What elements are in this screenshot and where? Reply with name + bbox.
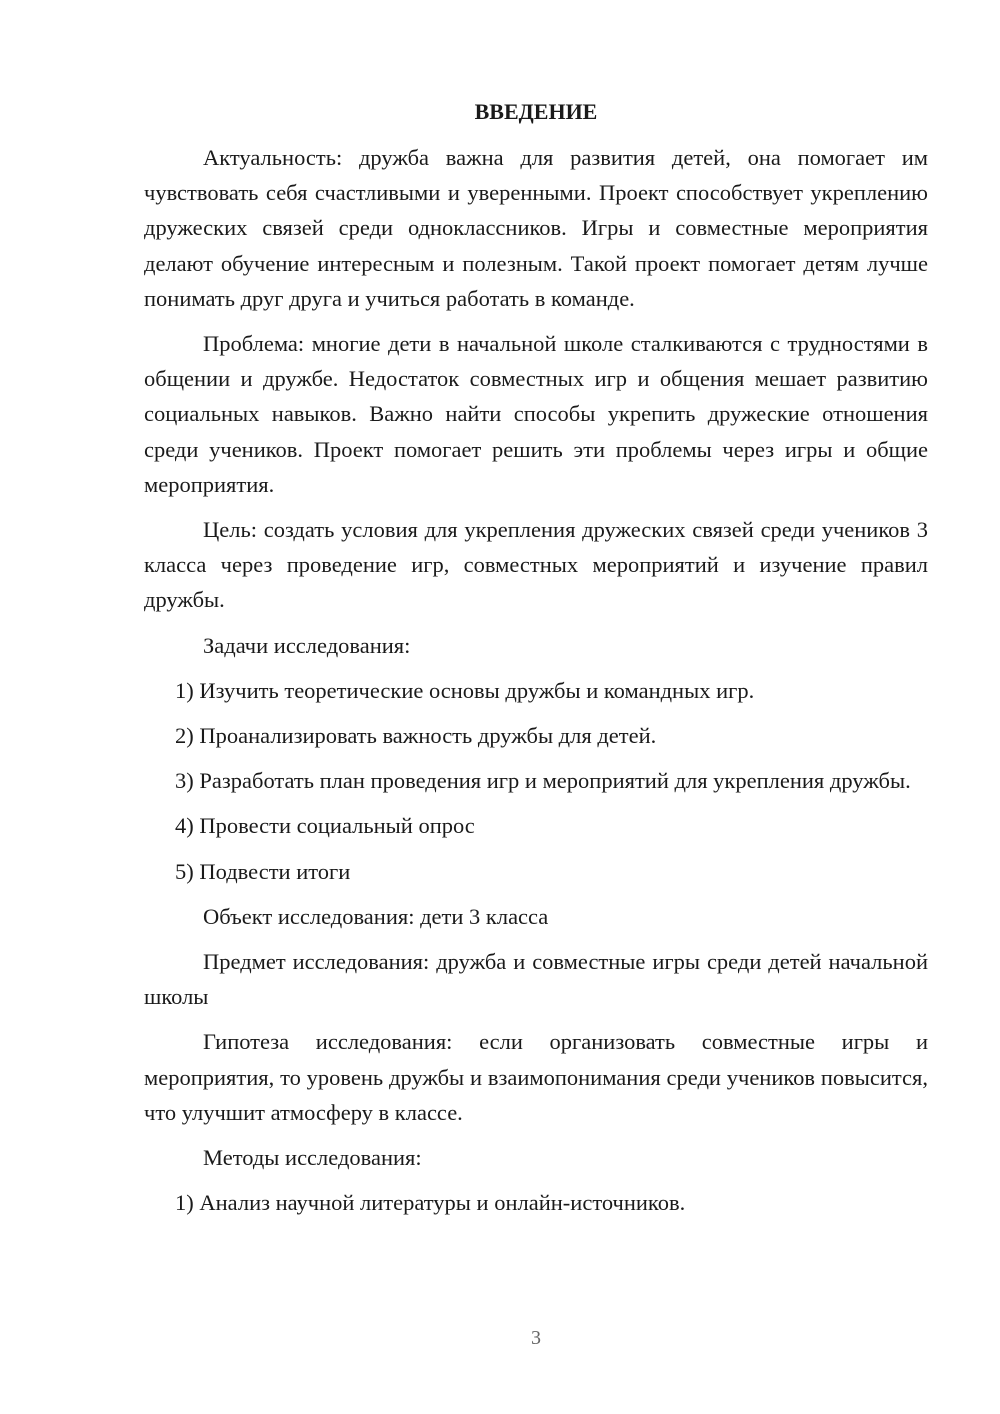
page-number: 3 bbox=[531, 1327, 541, 1349]
paragraph-methods-heading: Методы исследования: bbox=[203, 1145, 422, 1171]
list-item-task-2: 2) Проанализировать важность дружбы для детей. bbox=[175, 723, 657, 749]
paragraph-object: Объект исследования: дети 3 класса bbox=[203, 903, 549, 929]
list-item-task-1: 1) Изучить теоретические основы дружбы и командных игр. bbox=[175, 677, 755, 703]
list-item-task-5: 5) Подвести итоги bbox=[175, 858, 351, 884]
paragraph-goal: Цель: создать условия для укрепления дружеских связей среди учеников 3 класса через проведение игр, совместных мероприятий и изучение правил дружбы. bbox=[144, 517, 928, 613]
paragraph-subject: Предмет исследования: дружба и совместные игры среди детей начальной школы bbox=[144, 949, 928, 1010]
paragraph-tasks-heading: Задачи исследования: bbox=[203, 632, 411, 658]
list-item-method-1: 1) Анализ научной литературы и онлайн-источников. bbox=[175, 1190, 686, 1216]
page-title: ВВЕДЕНИЕ bbox=[474, 99, 598, 124]
list-item-task-3: 3) Разработать план проведения игр и мероприятий для укрепления дружбы. bbox=[175, 768, 911, 794]
paragraph-problem: Проблема: многие дети в начальной школе сталкиваются с трудностями в общении и дружбе. Недостаток совместных игр и общения мешает развитию социальных навыков. Важно найти способы укрепить дружеские отношения среди учеников. Проект помогает решить эти проблемы через игры и общие мероприятия. bbox=[144, 331, 928, 497]
list-item-task-4: 4) Провести социальный опрос bbox=[175, 813, 475, 839]
paragraph-relevance: Актуальность: дружба важна для развития детей, она помогает им чувствовать себя счастливыми и уверенными. Проект способствует укреплению дружеских связей среди одноклассников. Игры и совместные мероприятия делают обучение интересным и полезным. Такой проект помогает детям лучше понимать друг друга и учиться работать в команде. bbox=[144, 145, 928, 311]
document-page bbox=[144, 94, 928, 1220]
paragraph-hypothesis: Гипотеза исследования: если организовать совместные игры и мероприятия, то уровень дружбы и взаимопонимания среди учеников повысится, что улучшит атмосферу в классе. bbox=[144, 1029, 928, 1125]
